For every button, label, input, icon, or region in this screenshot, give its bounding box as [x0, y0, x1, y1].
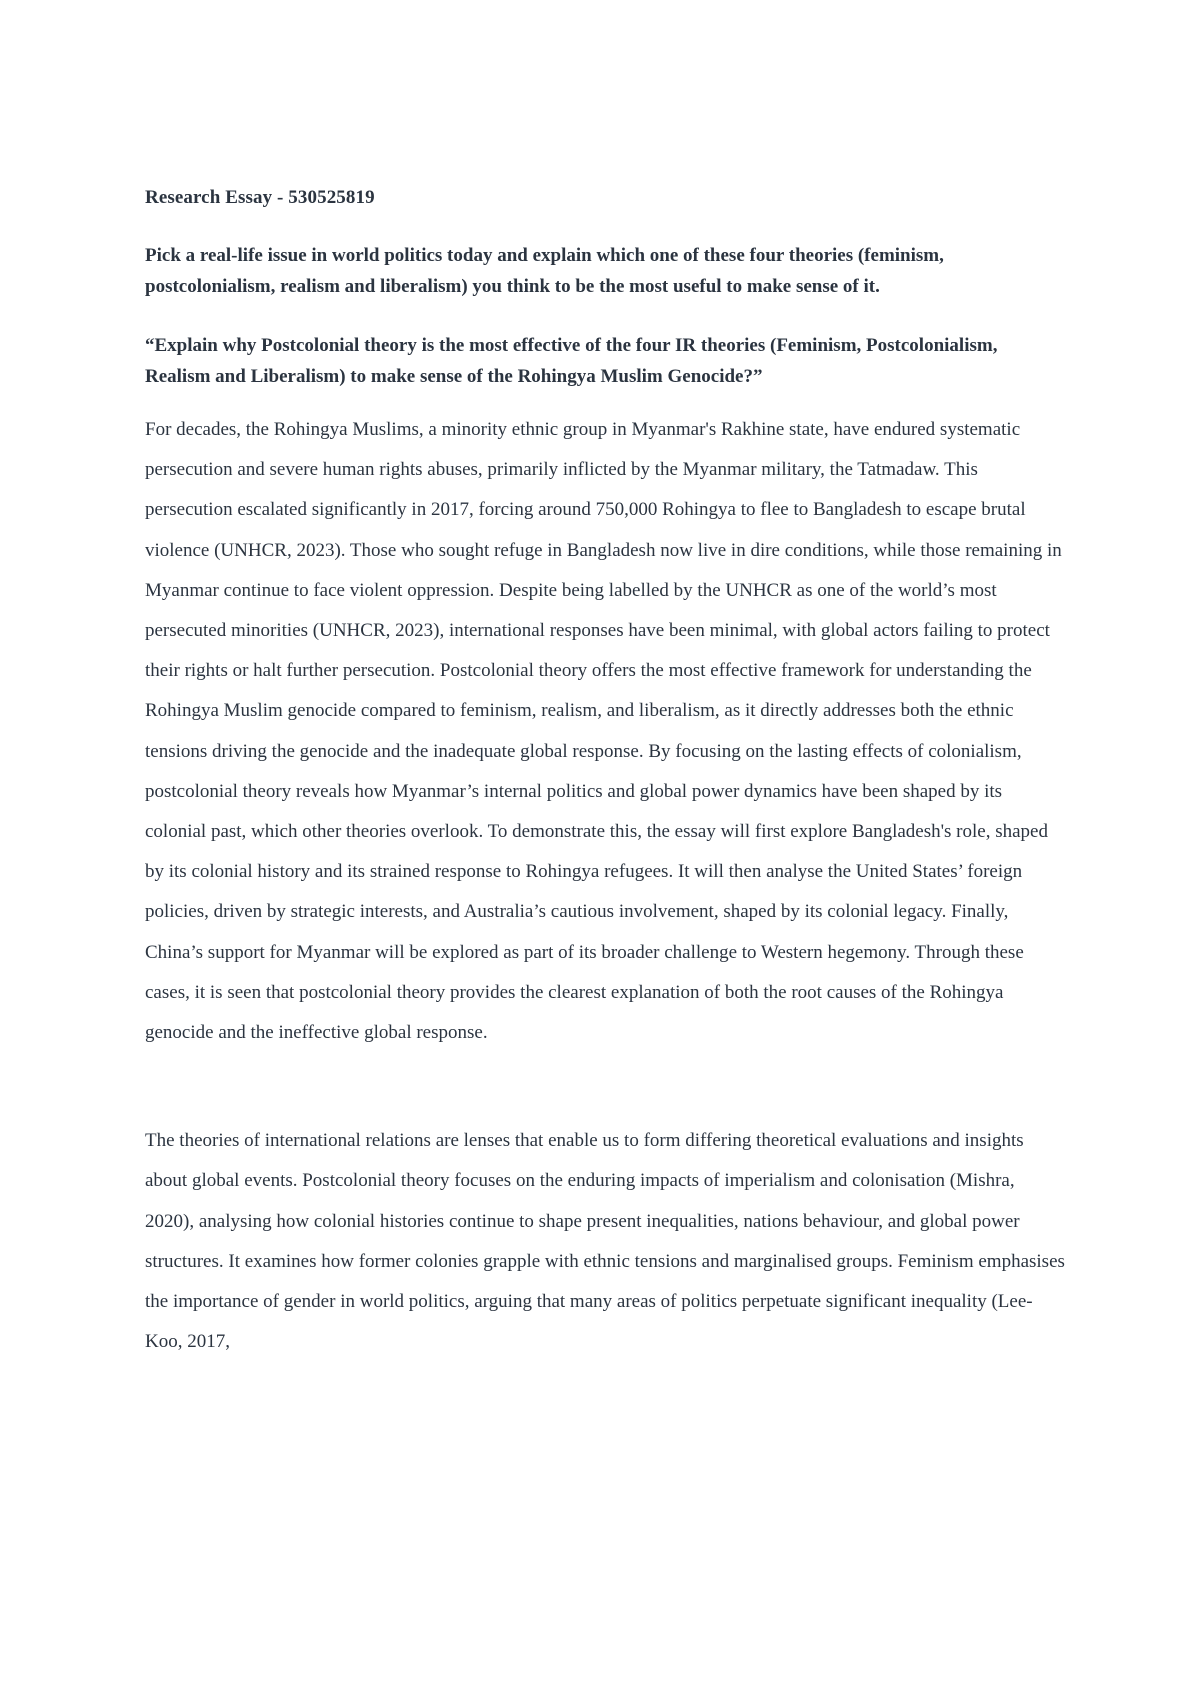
paragraph-introduction: For decades, the Rohingya Muslims, a minority ethnic group in Myanmar's Rakhine state, have endured systematic persecution and severe human rights abuses, primarily inflicted by the Myanmar military, the Tatmadaw. This persecution escalated significantly in 2017, forcing around 750,000 Rohingya to flee to Bangladesh to escape brutal violence (UNHCR, 2023). Those who sought refuge in Bangladesh now live in dire conditions, while those remaining in Myanmar continue to face violent oppression. Despite being labelled by the UNHCR as one of the world’s most persecuted minorities (UNHCR, 2023), international responses have been minimal, with global actors failing to protect their rights or halt further persecution. Postcolonial theory offers the most effective framework for understanding the Rohingya Muslim genocide compared to feminism, realism, and liberalism, as it directly addresses both the ethnic tensions driving the genocide and the inadequate global response. By focusing on the lasting effects of colonialism, postcolonial theory reveals how Myanmar’s internal politics and global power dynamics have been shaped by its colonial past, which other theories overlook. To demonstrate this, the essay will first explore Bangladesh's role, shaped by its colonial history and its strained response to Rohingya refugees. It will then analyse the United States’ foreign policies, driven by strategic interests, and Australia’s cautious involvement, shaped by its colonial legacy. Finally, China’s support for Myanmar will be explored as part of its broader challenge to Western hegemony. Through these cases, it is seen that postcolonial theory provides the clearest explanation of both the root causes of the Rohingya genocide and the ineffective global response.: [145, 419, 1062, 1044]
essay-title: Research Essay - 530525819: [145, 187, 375, 208]
paragraph-theories: The theories of international relations are lenses that enable us to form differing theoretical evaluations and insights about global events. Postcolonial theory focuses on the enduring impacts of imperialism and colonisation (Mishra, 2020), analysing how colonial histories continue to shape present inequalities, nations behaviour, and global power structures. It examines how former colonies grapple with ethnic tensions and marginalised groups. Feminism emphasises the importance of gender in world politics, arguing that many areas of politics perpetuate significant inequality (Lee-Koo, 2017,: [145, 1130, 1065, 1353]
document-body: [145, 186, 1065, 1362]
research-question: “Explain why Postcolonial theory is the most effective of the four IR theories (Feminism, Postcolonialism, Realism and Liberalism) to make sense of the Rohingya Muslim Genocide?”: [145, 335, 998, 387]
essay-question: Pick a real-life issue in world politics today and explain which one of these four theories (feminism, postcolonialism, realism and liberalism) you think to be the most useful to make sense of it.: [145, 245, 944, 297]
